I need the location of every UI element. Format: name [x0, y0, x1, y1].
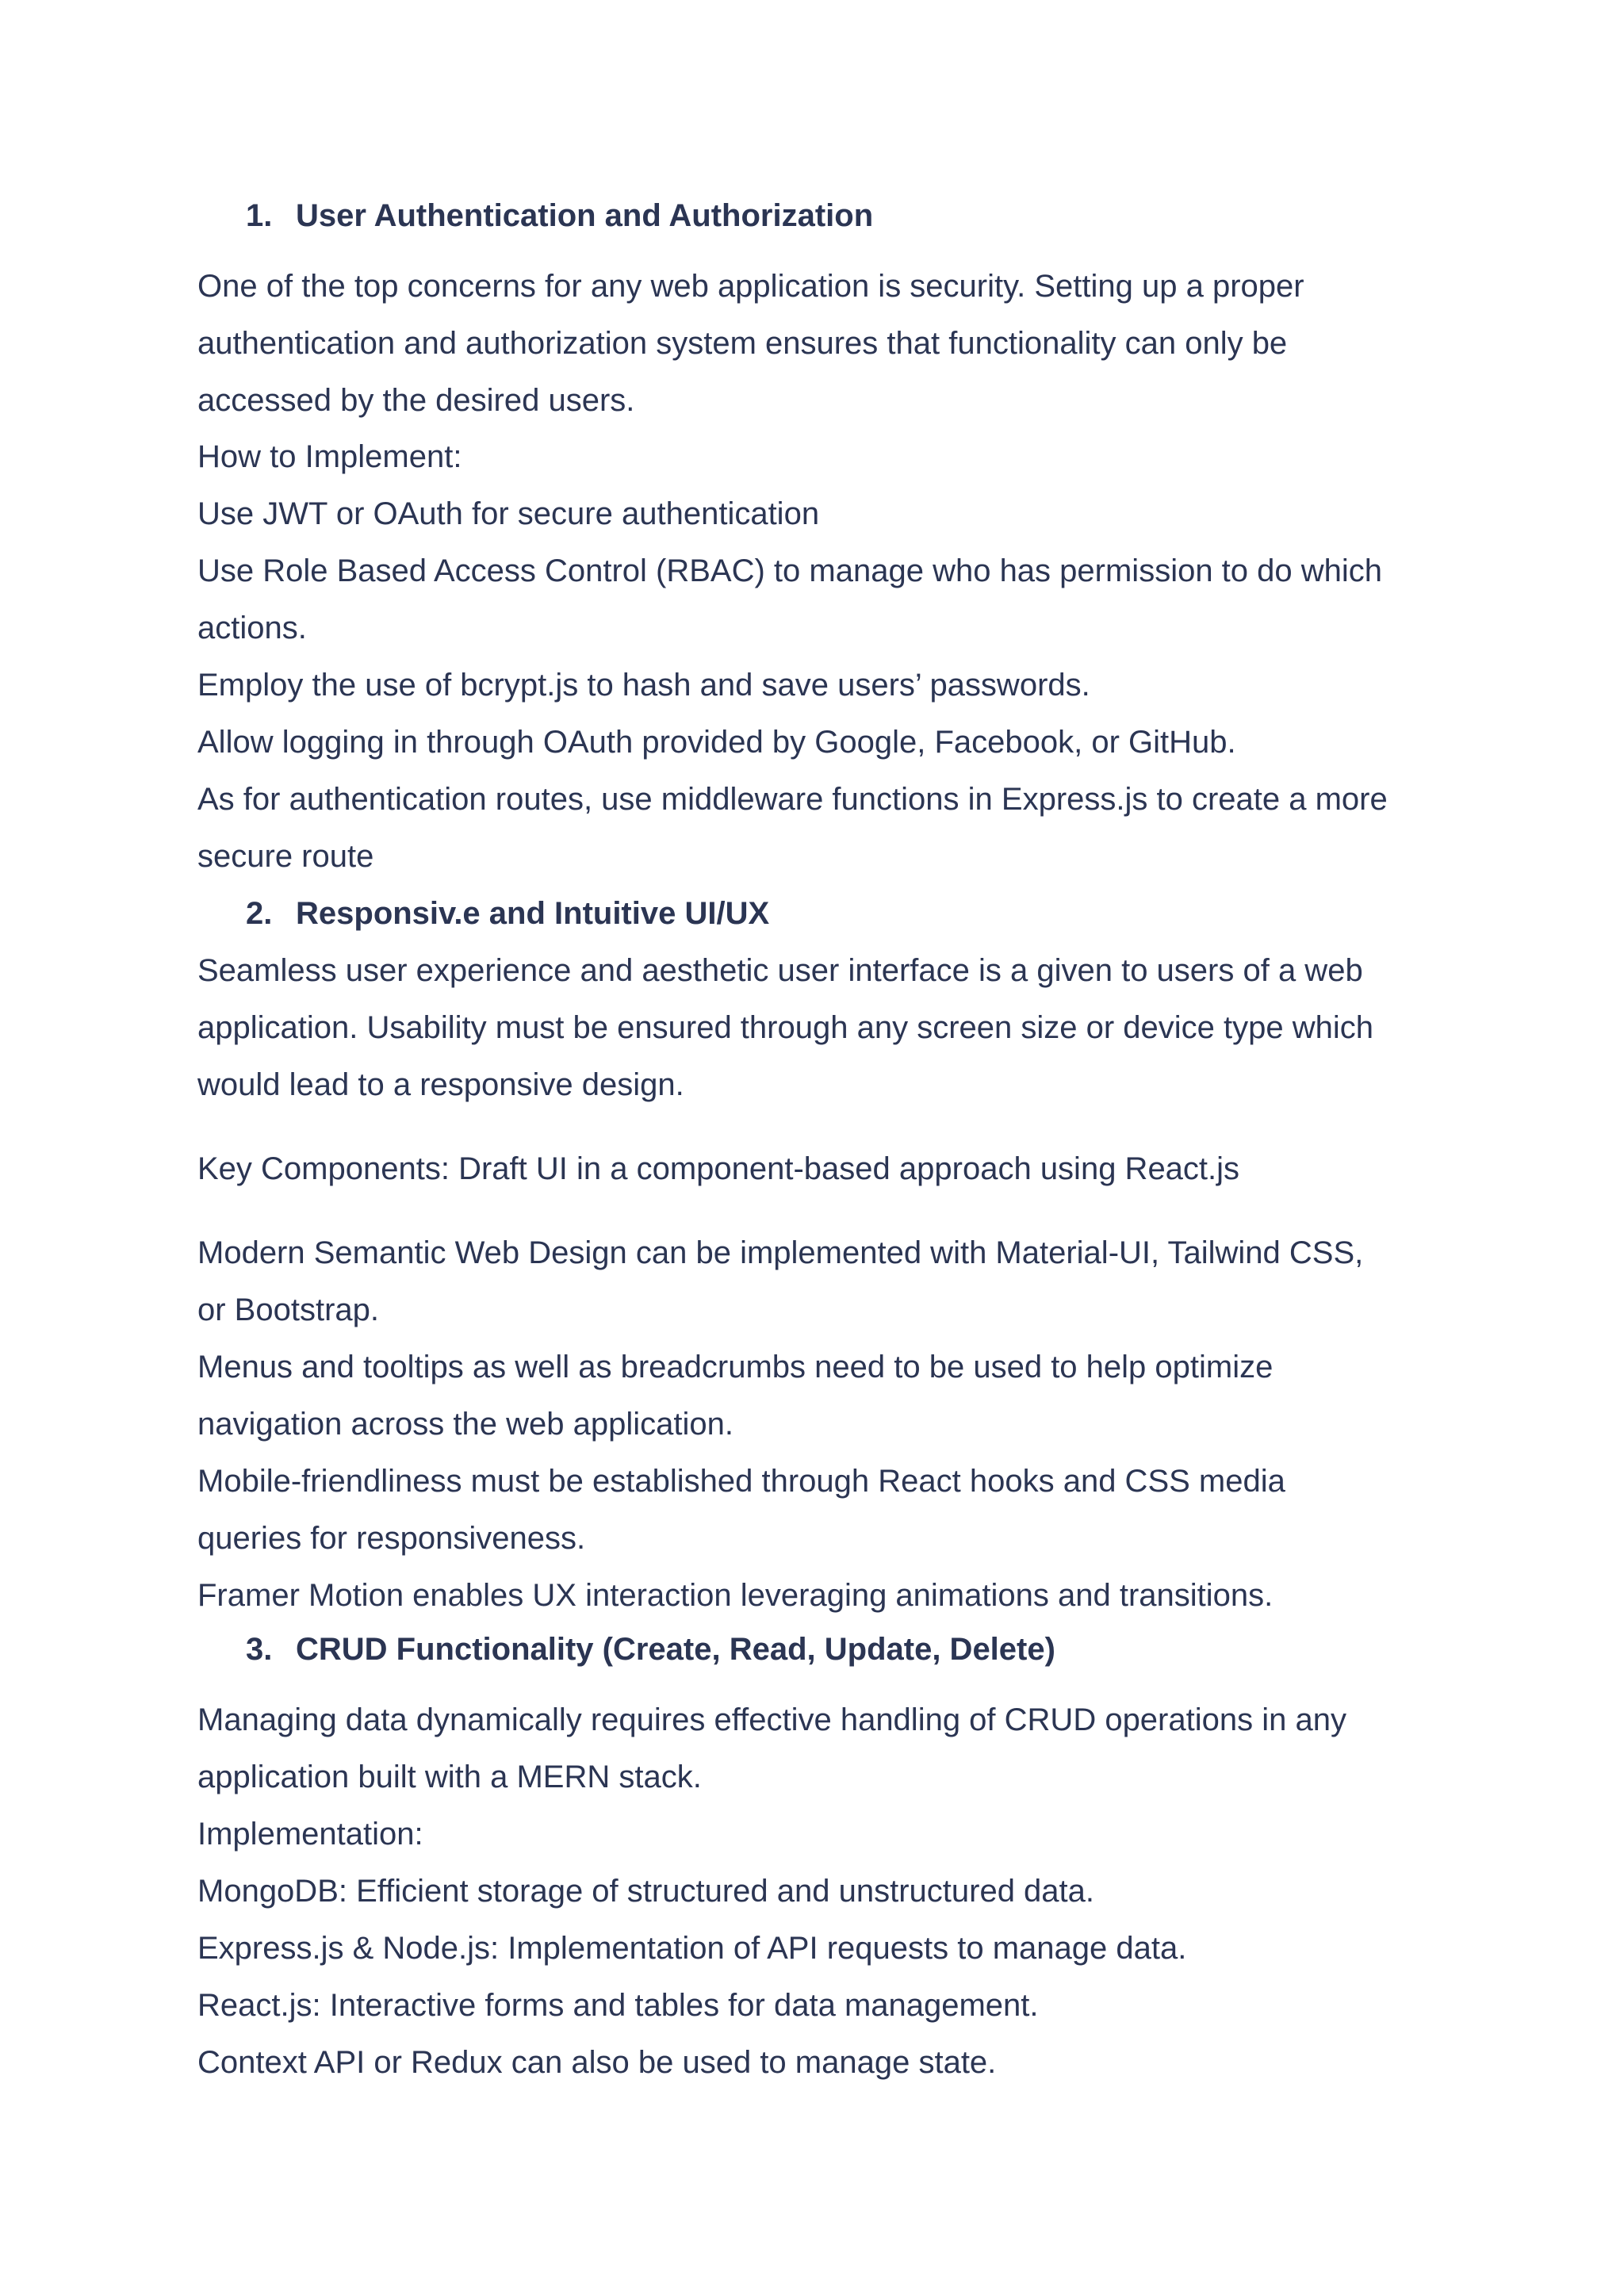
paragraph-line: application. Usability must be ensured through any screen size or device type which: [197, 1010, 1374, 1045]
section-number: 2.: [246, 896, 273, 931]
section-title: User Authentication and Authorization: [296, 198, 874, 233]
paragraph-line: Allow logging in through OAuth provided by Google, Facebook, or GitHub.: [197, 725, 1236, 760]
paragraph-line: actions.: [197, 611, 307, 645]
paragraph-line: queries for responsiveness.: [197, 1521, 586, 1556]
section-heading-1: [246, 197, 873, 234]
paragraph-line: or Bootstrap.: [197, 1293, 380, 1327]
paragraph-line: authentication and authorization system ensures that functionality can only be: [197, 326, 1288, 361]
paragraph-line: Managing data dynamically requires effective handling of CRUD operations in any: [197, 1702, 1346, 1737]
paragraph-line: How to Implement:: [197, 439, 462, 474]
paragraph-line: Modern Semantic Web Design can be implemented with Material-UI, Tailwind CSS,: [197, 1235, 1364, 1270]
section-number: 3.: [246, 1632, 273, 1667]
paragraph-line: Implementation:: [197, 1817, 423, 1852]
paragraph-line: MongoDB: Efficient storage of structured and unstructured data.: [197, 1874, 1095, 1909]
section-title: Responsiv.e and Intuitive UI/UX: [296, 896, 770, 931]
paragraph-line: Seamless user experience and aesthetic user interface is a given to users of a web: [197, 953, 1363, 988]
paragraph-line: One of the top concerns for any web application is security. Setting up a proper: [197, 269, 1304, 304]
paragraph-line: Employ the use of bcrypt.js to hash and save users’ passwords.: [197, 668, 1090, 703]
paragraph-line: secure route: [197, 839, 374, 874]
paragraph-line: Mobile-friendliness must be established through React hooks and CSS media: [197, 1464, 1285, 1499]
paragraph-line: React.js: Interactive forms and tables for data management.: [197, 1988, 1039, 2023]
paragraph-line: would lead to a responsive design.: [197, 1067, 684, 1102]
paragraph-line: navigation across the web application.: [197, 1407, 733, 1442]
paragraph-line: As for authentication routes, use middleware functions in Express.js to create a more: [197, 782, 1388, 817]
paragraph-line: Context API or Redux can also be used to manage state.: [197, 2045, 997, 2080]
section-heading-2: [246, 895, 769, 932]
paragraph-line: Express.js & Node.js: Implementation of API requests to manage data.: [197, 1931, 1187, 1966]
section-title: CRUD Functionality (Create, Read, Update, Delete): [296, 1632, 1055, 1667]
paragraph-line: Use Role Based Access Control (RBAC) to manage who has permission to do which: [197, 553, 1383, 588]
paragraph-line: Key Components: Draft UI in a component-based approach using React.js: [197, 1151, 1240, 1186]
paragraph-line: Use JWT or OAuth for secure authentication: [197, 496, 820, 531]
paragraph-line: accessed by the desired users.: [197, 383, 635, 418]
section-number: 1.: [246, 198, 273, 233]
paragraph-line: Framer Motion enables UX interaction leveraging animations and transitions.: [197, 1578, 1274, 1613]
section-heading-3: [246, 1631, 1055, 1668]
paragraph-line: Menus and tooltips as well as breadcrumbs need to be used to help optimize: [197, 1350, 1274, 1384]
paragraph-line: application built with a MERN stack.: [197, 1760, 702, 1794]
